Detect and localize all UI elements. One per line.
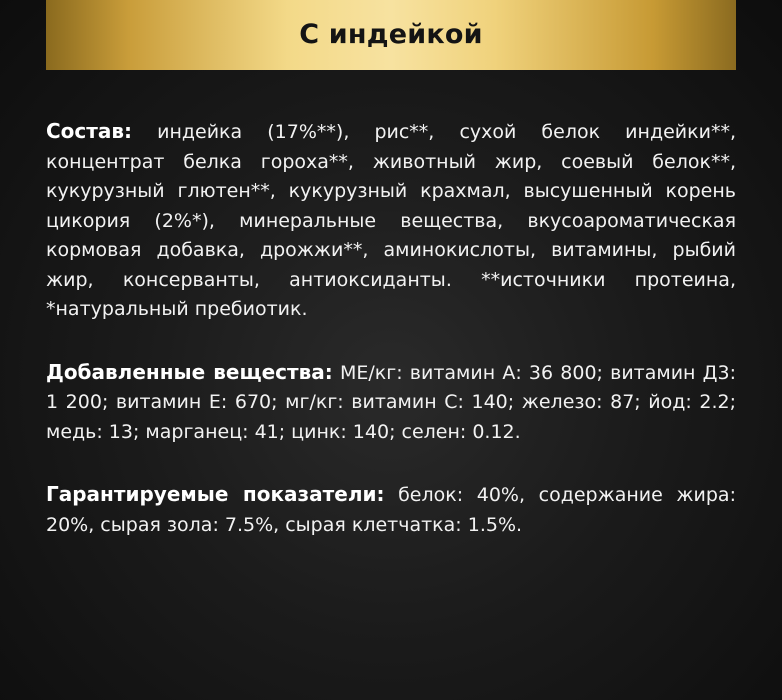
- additives-text: МЕ/кг: витамин А: 36 800; витамин Д3: 1 200; витамин Е: 670; мг/кг: витамин С: 140; железо: 87; йод: 2.2; медь: 13; марганец: 41; цинк: 140; селен: 0.12.: [46, 361, 736, 443]
- composition-section: [46, 117, 736, 325]
- product-title: С индейкой: [299, 18, 483, 50]
- additives-section: [46, 358, 736, 448]
- additives-heading: Добавленные вещества:: [46, 359, 333, 384]
- guaranteed-analysis-text: белок: 40%, содержание жира: 20%, сырая зола: 7.5%, сырая клетчатка: 1.5%.: [46, 484, 736, 536]
- product-info: [46, 117, 736, 573]
- composition-text: индейка (17%**), рис**, сухой белок индейки**, концентрат белка гороха**, животный жир, соевый белок**, кукурузный глютен**, кукурузный крахмал, высушенный корень цикория (2%*), минеральные вещества, вкусоароматическая кормовая добавка, дрожжи**, аминокислоты, витамины, рыбий жир, консерванты, антиоксиданты. **источники протеина, *натуральный пребиотик.: [46, 121, 736, 320]
- title-banner: [46, 0, 736, 70]
- guaranteed-analysis-section: [46, 480, 736, 540]
- composition-heading: Состав:: [46, 119, 133, 143]
- guaranteed-analysis-heading: Гарантируемые показатели:: [46, 482, 385, 506]
